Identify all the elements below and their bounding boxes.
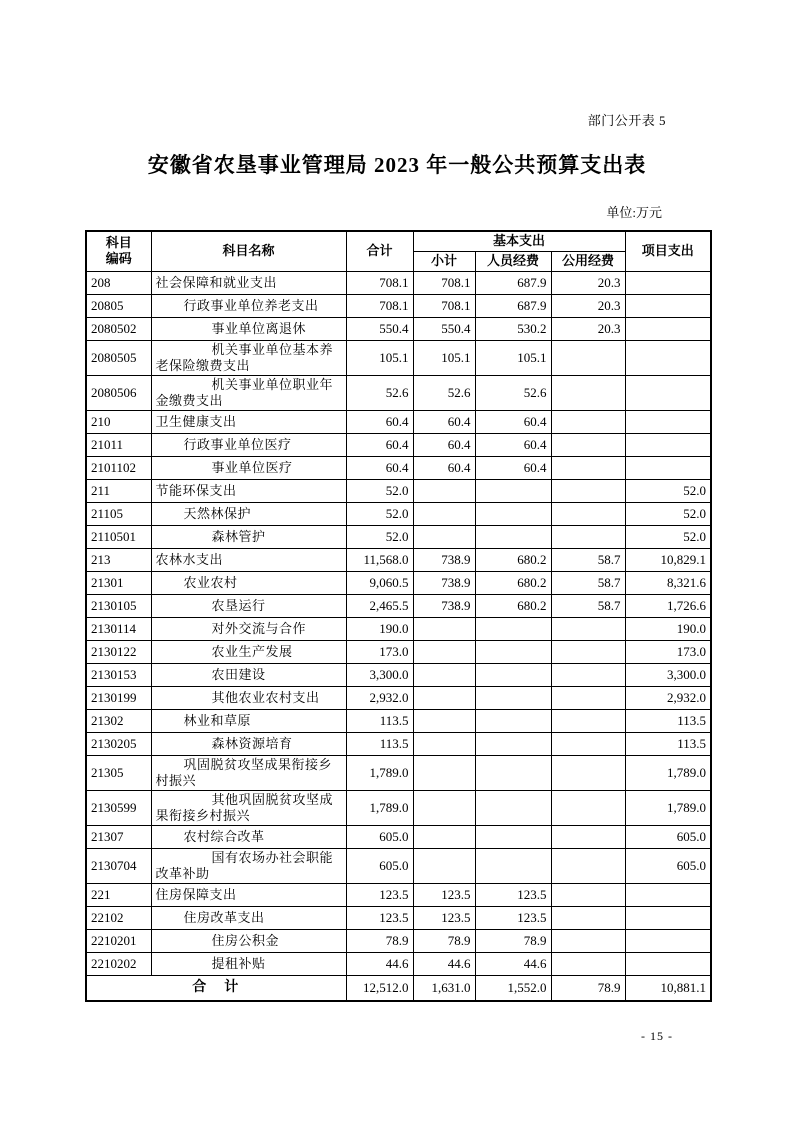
cell-basic-subtotal: 550.4 xyxy=(413,317,475,340)
cell-personnel-funds: 687.9 xyxy=(475,271,551,294)
cell-total: 2,932.0 xyxy=(346,686,413,709)
cell-basic-subtotal xyxy=(413,663,475,686)
cell-basic-subtotal: 123.5 xyxy=(413,883,475,906)
cell-project-expenditure: 113.5 xyxy=(625,709,711,732)
cell-subject-code: 2130199 xyxy=(86,686,151,709)
table-row xyxy=(86,294,711,317)
cell-public-funds xyxy=(551,906,625,929)
cell-personnel-funds: 60.4 xyxy=(475,433,551,456)
cell-subject-code: 2130153 xyxy=(86,663,151,686)
col-header-basic-subtotal: 小计 xyxy=(413,251,475,271)
cell-subject-code: 2080502 xyxy=(86,317,151,340)
table-body xyxy=(86,271,711,975)
grand-total-total: 12,512.0 xyxy=(346,975,413,1001)
cell-subject-name: 行政事业单位养老支出 xyxy=(151,294,346,317)
cell-public-funds xyxy=(551,340,625,375)
cell-total: 190.0 xyxy=(346,617,413,640)
cell-project-expenditure xyxy=(625,929,711,952)
cell-project-expenditure: 3,300.0 xyxy=(625,663,711,686)
cell-public-funds xyxy=(551,929,625,952)
table-row xyxy=(86,317,711,340)
table-row xyxy=(86,571,711,594)
table-row xyxy=(86,456,711,479)
cell-public-funds xyxy=(551,617,625,640)
cell-personnel-funds: 52.6 xyxy=(475,375,551,410)
cell-subject-code: 2080505 xyxy=(86,340,151,375)
cell-subject-code: 2210202 xyxy=(86,952,151,975)
cell-total: 123.5 xyxy=(346,883,413,906)
col-header-code-line1: 科目 xyxy=(105,235,132,251)
cell-basic-subtotal: 708.1 xyxy=(413,294,475,317)
cell-project-expenditure: 52.0 xyxy=(625,525,711,548)
cell-public-funds xyxy=(551,755,625,790)
table-row xyxy=(86,883,711,906)
grand-total-label: 合 计 xyxy=(86,975,346,1001)
cell-public-funds xyxy=(551,732,625,755)
cell-subject-code: 22102 xyxy=(86,906,151,929)
cell-subject-name: 林业和草原 xyxy=(151,709,346,732)
cell-personnel-funds: 680.2 xyxy=(475,548,551,571)
cell-personnel-funds xyxy=(475,663,551,686)
cell-total: 52.0 xyxy=(346,479,413,502)
cell-subject-name: 卫生健康支出 xyxy=(151,410,346,433)
grand-total-personnel: 1,552.0 xyxy=(475,975,551,1001)
cell-personnel-funds: 680.2 xyxy=(475,571,551,594)
table-row xyxy=(86,375,711,410)
table-row xyxy=(86,433,711,456)
cell-total: 44.6 xyxy=(346,952,413,975)
cell-basic-subtotal xyxy=(413,709,475,732)
cell-subject-code: 208 xyxy=(86,271,151,294)
cell-subject-name: 森林管护 xyxy=(151,525,346,548)
cell-public-funds: 20.3 xyxy=(551,317,625,340)
cell-personnel-funds: 78.9 xyxy=(475,929,551,952)
cell-total: 605.0 xyxy=(346,848,413,883)
table-row xyxy=(86,663,711,686)
col-header-total: 合计 xyxy=(346,231,413,271)
cell-total: 550.4 xyxy=(346,317,413,340)
grand-total-basic-subtotal: 1,631.0 xyxy=(413,975,475,1001)
cell-public-funds: 58.7 xyxy=(551,548,625,571)
cell-subject-name: 其他巩固脱贫攻坚成果衔接乡村振兴 xyxy=(151,790,346,825)
cell-subject-code: 2130122 xyxy=(86,640,151,663)
cell-basic-subtotal: 52.6 xyxy=(413,375,475,410)
table-row xyxy=(86,709,711,732)
cell-personnel-funds: 60.4 xyxy=(475,410,551,433)
cell-basic-subtotal xyxy=(413,825,475,848)
cell-project-expenditure xyxy=(625,410,711,433)
cell-basic-subtotal: 105.1 xyxy=(413,340,475,375)
cell-personnel-funds xyxy=(475,525,551,548)
cell-subject-code: 2101102 xyxy=(86,456,151,479)
cell-basic-subtotal xyxy=(413,848,475,883)
cell-subject-code: 2130114 xyxy=(86,617,151,640)
cell-personnel-funds: 687.9 xyxy=(475,294,551,317)
cell-public-funds xyxy=(551,410,625,433)
table-row xyxy=(86,525,711,548)
cell-personnel-funds xyxy=(475,790,551,825)
cell-total: 708.1 xyxy=(346,294,413,317)
cell-total: 708.1 xyxy=(346,271,413,294)
cell-personnel-funds xyxy=(475,709,551,732)
cell-personnel-funds xyxy=(475,502,551,525)
cell-public-funds xyxy=(551,883,625,906)
col-header-project-expenditure: 项目支出 xyxy=(625,231,711,271)
cell-basic-subtotal xyxy=(413,755,475,790)
col-header-basic-expenditure-group: 基本支出 xyxy=(413,231,625,251)
cell-basic-subtotal: 738.9 xyxy=(413,571,475,594)
cell-subject-name: 农业生产发展 xyxy=(151,640,346,663)
cell-project-expenditure xyxy=(625,294,711,317)
cell-personnel-funds xyxy=(475,686,551,709)
page-number: - 15 - xyxy=(641,1029,673,1043)
table-row xyxy=(86,848,711,883)
cell-total: 123.5 xyxy=(346,906,413,929)
cell-subject-name: 机关事业单位基本养老保险缴费支出 xyxy=(151,340,346,375)
cell-subject-name: 森林资源培育 xyxy=(151,732,346,755)
cell-basic-subtotal: 123.5 xyxy=(413,906,475,929)
cell-project-expenditure: 2,932.0 xyxy=(625,686,711,709)
cell-basic-subtotal xyxy=(413,479,475,502)
cell-public-funds xyxy=(551,479,625,502)
cell-total: 3,300.0 xyxy=(346,663,413,686)
cell-subject-code: 2130105 xyxy=(86,594,151,617)
cell-basic-subtotal xyxy=(413,502,475,525)
cell-subject-code: 20805 xyxy=(86,294,151,317)
cell-total: 1,789.0 xyxy=(346,755,413,790)
cell-personnel-funds: 44.6 xyxy=(475,952,551,975)
col-header-public-funds: 公用经费 xyxy=(551,251,625,271)
table-row xyxy=(86,594,711,617)
cell-project-expenditure xyxy=(625,883,711,906)
cell-public-funds xyxy=(551,375,625,410)
table-row xyxy=(86,271,711,294)
cell-total: 9,060.5 xyxy=(346,571,413,594)
cell-subject-code: 2080506 xyxy=(86,375,151,410)
unit-note: 单位:万元 xyxy=(606,205,662,220)
table-row xyxy=(86,755,711,790)
cell-basic-subtotal xyxy=(413,617,475,640)
cell-project-expenditure: 52.0 xyxy=(625,479,711,502)
cell-subject-code: 21105 xyxy=(86,502,151,525)
cell-personnel-funds: 530.2 xyxy=(475,317,551,340)
cell-basic-subtotal xyxy=(413,640,475,663)
grand-total-row xyxy=(86,975,711,1001)
doc-public-table-label: 部门公开表 5 xyxy=(587,113,666,128)
cell-basic-subtotal: 708.1 xyxy=(413,271,475,294)
cell-basic-subtotal: 78.9 xyxy=(413,929,475,952)
cell-basic-subtotal: 60.4 xyxy=(413,410,475,433)
cell-subject-name: 提租补贴 xyxy=(151,952,346,975)
table-row xyxy=(86,790,711,825)
cell-total: 11,568.0 xyxy=(346,548,413,571)
cell-public-funds xyxy=(551,825,625,848)
cell-project-expenditure xyxy=(625,375,711,410)
cell-public-funds xyxy=(551,790,625,825)
cell-total: 2,465.5 xyxy=(346,594,413,617)
cell-total: 78.9 xyxy=(346,929,413,952)
cell-public-funds xyxy=(551,663,625,686)
cell-subject-name: 住房改革支出 xyxy=(151,906,346,929)
cell-project-expenditure: 8,321.6 xyxy=(625,571,711,594)
cell-project-expenditure xyxy=(625,271,711,294)
cell-total: 1,789.0 xyxy=(346,790,413,825)
cell-total: 113.5 xyxy=(346,732,413,755)
cell-total: 105.1 xyxy=(346,340,413,375)
grand-total-project: 10,881.1 xyxy=(625,975,711,1001)
cell-project-expenditure: 605.0 xyxy=(625,848,711,883)
cell-public-funds: 58.7 xyxy=(551,571,625,594)
cell-personnel-funds: 680.2 xyxy=(475,594,551,617)
cell-subject-name: 住房保障支出 xyxy=(151,883,346,906)
cell-subject-name: 事业单位离退休 xyxy=(151,317,346,340)
cell-public-funds xyxy=(551,686,625,709)
cell-subject-name: 农业农村 xyxy=(151,571,346,594)
cell-subject-code: 2130704 xyxy=(86,848,151,883)
grand-total-public: 78.9 xyxy=(551,975,625,1001)
page-title: 安徽省农垦事业管理局 2023 年一般公共预算支出表 xyxy=(147,153,647,177)
cell-project-expenditure: 113.5 xyxy=(625,732,711,755)
cell-public-funds xyxy=(551,640,625,663)
col-header-subject-name: 科目名称 xyxy=(151,231,346,271)
cell-subject-code: 21307 xyxy=(86,825,151,848)
cell-public-funds xyxy=(551,709,625,732)
cell-project-expenditure: 10,829.1 xyxy=(625,548,711,571)
budget-expenditure-table xyxy=(85,230,712,1002)
cell-subject-name: 社会保障和就业支出 xyxy=(151,271,346,294)
cell-project-expenditure xyxy=(625,317,711,340)
cell-project-expenditure xyxy=(625,952,711,975)
table-row xyxy=(86,617,711,640)
cell-public-funds: 20.3 xyxy=(551,294,625,317)
cell-project-expenditure: 190.0 xyxy=(625,617,711,640)
cell-subject-code: 210 xyxy=(86,410,151,433)
cell-subject-name: 节能环保支出 xyxy=(151,479,346,502)
cell-personnel-funds xyxy=(475,479,551,502)
cell-subject-name: 国有农场办社会职能改革补助 xyxy=(151,848,346,883)
cell-project-expenditure: 173.0 xyxy=(625,640,711,663)
cell-subject-code: 21301 xyxy=(86,571,151,594)
cell-subject-name: 其他农业农村支出 xyxy=(151,686,346,709)
cell-subject-name: 农林水支出 xyxy=(151,548,346,571)
cell-subject-name: 住房公积金 xyxy=(151,929,346,952)
cell-basic-subtotal xyxy=(413,525,475,548)
cell-total: 60.4 xyxy=(346,410,413,433)
cell-personnel-funds xyxy=(475,617,551,640)
cell-subject-name: 天然林保护 xyxy=(151,502,346,525)
cell-subject-name: 巩固脱贫攻坚成果衔接乡村振兴 xyxy=(151,755,346,790)
cell-subject-name: 农垦运行 xyxy=(151,594,346,617)
cell-basic-subtotal: 738.9 xyxy=(413,548,475,571)
cell-personnel-funds xyxy=(475,755,551,790)
cell-project-expenditure xyxy=(625,433,711,456)
col-header-personnel-funds: 人员经费 xyxy=(475,251,551,271)
cell-personnel-funds xyxy=(475,732,551,755)
table-row xyxy=(86,686,711,709)
table-row xyxy=(86,952,711,975)
table-row xyxy=(86,548,711,571)
cell-project-expenditure xyxy=(625,906,711,929)
cell-public-funds: 20.3 xyxy=(551,271,625,294)
cell-subject-name: 事业单位医疗 xyxy=(151,456,346,479)
cell-basic-subtotal xyxy=(413,790,475,825)
cell-subject-name: 机关事业单位职业年金缴费支出 xyxy=(151,375,346,410)
cell-subject-code: 221 xyxy=(86,883,151,906)
cell-personnel-funds xyxy=(475,848,551,883)
cell-public-funds xyxy=(551,433,625,456)
cell-subject-code: 2110501 xyxy=(86,525,151,548)
cell-subject-name: 农村综合改革 xyxy=(151,825,346,848)
cell-subject-code: 21302 xyxy=(86,709,151,732)
cell-public-funds: 58.7 xyxy=(551,594,625,617)
cell-total: 52.0 xyxy=(346,525,413,548)
table-row xyxy=(86,732,711,755)
cell-project-expenditure: 605.0 xyxy=(625,825,711,848)
table-row xyxy=(86,640,711,663)
cell-subject-name: 行政事业单位医疗 xyxy=(151,433,346,456)
cell-total: 605.0 xyxy=(346,825,413,848)
cell-public-funds xyxy=(551,456,625,479)
table-row xyxy=(86,906,711,929)
cell-project-expenditure xyxy=(625,456,711,479)
cell-project-expenditure: 1,789.0 xyxy=(625,790,711,825)
cell-project-expenditure xyxy=(625,340,711,375)
table-row xyxy=(86,929,711,952)
cell-subject-code: 2130205 xyxy=(86,732,151,755)
cell-basic-subtotal xyxy=(413,686,475,709)
cell-personnel-funds xyxy=(475,640,551,663)
table-row xyxy=(86,502,711,525)
table-header xyxy=(86,231,711,271)
cell-personnel-funds: 60.4 xyxy=(475,456,551,479)
cell-total: 52.0 xyxy=(346,502,413,525)
cell-personnel-funds: 123.5 xyxy=(475,906,551,929)
cell-subject-code: 2130599 xyxy=(86,790,151,825)
cell-subject-code: 21305 xyxy=(86,755,151,790)
cell-basic-subtotal xyxy=(413,732,475,755)
cell-total: 60.4 xyxy=(346,433,413,456)
table-row xyxy=(86,825,711,848)
cell-subject-name: 农田建设 xyxy=(151,663,346,686)
col-header-subject-code xyxy=(86,231,151,271)
cell-public-funds xyxy=(551,952,625,975)
cell-public-funds xyxy=(551,525,625,548)
cell-basic-subtotal: 60.4 xyxy=(413,433,475,456)
cell-project-expenditure: 1,789.0 xyxy=(625,755,711,790)
cell-public-funds xyxy=(551,848,625,883)
cell-total: 113.5 xyxy=(346,709,413,732)
cell-public-funds xyxy=(551,502,625,525)
cell-basic-subtotal: 44.6 xyxy=(413,952,475,975)
table-row xyxy=(86,479,711,502)
cell-subject-code: 21011 xyxy=(86,433,151,456)
table-row xyxy=(86,340,711,375)
cell-project-expenditure: 1,726.6 xyxy=(625,594,711,617)
col-header-code-line2: 编码 xyxy=(105,251,132,267)
cell-project-expenditure: 52.0 xyxy=(625,502,711,525)
table-row xyxy=(86,410,711,433)
cell-personnel-funds xyxy=(475,825,551,848)
cell-personnel-funds: 123.5 xyxy=(475,883,551,906)
cell-basic-subtotal: 738.9 xyxy=(413,594,475,617)
cell-subject-name: 对外交流与合作 xyxy=(151,617,346,640)
cell-basic-subtotal: 60.4 xyxy=(413,456,475,479)
cell-subject-code: 211 xyxy=(86,479,151,502)
cell-personnel-funds: 105.1 xyxy=(475,340,551,375)
cell-total: 60.4 xyxy=(346,456,413,479)
cell-subject-code: 2210201 xyxy=(86,929,151,952)
cell-total: 173.0 xyxy=(346,640,413,663)
cell-subject-code: 213 xyxy=(86,548,151,571)
cell-total: 52.6 xyxy=(346,375,413,410)
